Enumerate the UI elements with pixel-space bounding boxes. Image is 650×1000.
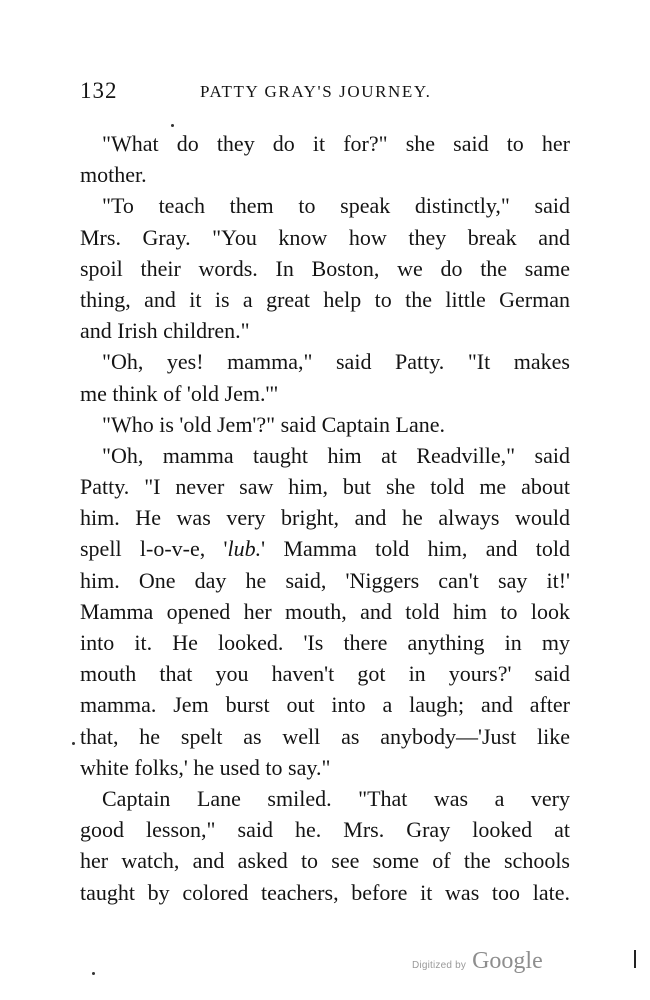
google-logo: Google xyxy=(472,948,543,974)
text-line: Captain Lane smiled. "That was a very xyxy=(102,785,570,811)
text-line: "To teach them to speak distinctly," said xyxy=(102,193,570,219)
ink-speck xyxy=(92,972,95,975)
text-line: him. He was very bright, and he always would xyxy=(80,505,570,531)
text-line: Mamma opened her mouth, and told him to look xyxy=(80,598,570,624)
text-line: taught by colored teachers, before it was too late. xyxy=(80,879,570,905)
margin-mark xyxy=(634,950,636,968)
body-text xyxy=(80,128,570,908)
text-line: me think of 'old Jem.'" xyxy=(80,380,279,406)
text-line: spoil their words. In Boston, we do the same xyxy=(80,255,570,281)
text-line: mouth that you haven't got in yours?' said xyxy=(80,661,570,687)
text-line: "What do they do it for?" she said to her xyxy=(102,131,570,156)
text-line: mamma. Jem burst out into a laugh; and after xyxy=(80,692,570,718)
page-number: 132 xyxy=(80,78,118,103)
text-line: him. One day he said, 'Niggers can't say it!' xyxy=(80,567,570,593)
text-line: good lesson," said he. Mrs. Gray looked at xyxy=(80,817,570,843)
text-line: Patty. "I never saw him, but she told me about xyxy=(80,474,570,500)
text-line: that, he spelt as well as anybody—'Just like xyxy=(80,723,570,749)
text-line: Mrs. Gray. "You know how they break and xyxy=(80,224,570,250)
running-title: PATTY GRAY'S JOURNEY. xyxy=(200,82,432,101)
text-line: "Oh, mamma taught him at Readville," said xyxy=(102,442,570,468)
digitized-watermark xyxy=(412,948,543,975)
text-line: and Irish children." xyxy=(80,318,250,344)
text-line: white folks,' he used to say." xyxy=(80,754,331,780)
text-line: "Oh, yes! mamma," said Patty. "It makes xyxy=(102,349,570,375)
text-line: spell l-o-v-e, 'lub.' Mamma told him, and told xyxy=(80,536,571,562)
text-line: "Who is 'old Jem'?" said Captain Lane. xyxy=(102,411,445,437)
italic-word: lub. xyxy=(227,536,262,562)
ink-speck xyxy=(171,124,174,127)
text-line: her watch, and asked to see some of the schools xyxy=(80,848,570,874)
watermark-caption: Digitized by xyxy=(412,960,467,971)
text-line: into it. He looked. 'Is there anything in my xyxy=(80,630,570,655)
text-line: mother. xyxy=(80,162,147,188)
page-header xyxy=(80,78,580,108)
ink-speck xyxy=(72,742,75,745)
text-line: thing, and it is a great help to the little German xyxy=(80,286,570,312)
